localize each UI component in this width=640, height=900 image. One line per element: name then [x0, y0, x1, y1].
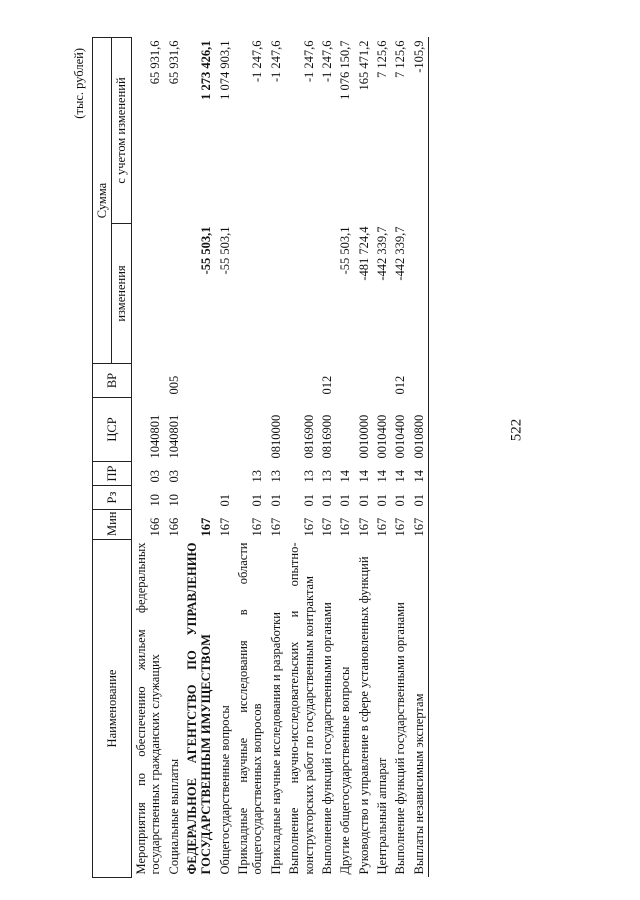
cell-vr — [267, 364, 285, 398]
table-row — [373, 38, 391, 878]
cell-changes: -442 339,7 — [393, 226, 408, 281]
cell-pr: 13 — [250, 470, 265, 483]
table-row — [183, 38, 216, 878]
cell-min: 167 — [375, 517, 389, 537]
cell-rz: 10 — [148, 494, 163, 507]
table-row — [336, 38, 354, 878]
cell-rz: 01 — [356, 494, 371, 507]
cell-min: 167 — [250, 517, 265, 537]
cell-csr — [216, 398, 234, 462]
cell-name: Руководство и управление в сфере установленных функций — [356, 556, 371, 875]
cell-csr: 0010000 — [356, 414, 371, 459]
rotated-table-sheet — [70, 38, 590, 878]
cell-name: Выполнение научно-исследовательских и опытно-конструкторских работ по государственным контрактам — [287, 542, 316, 875]
cell-name: Прикладные научные исследования и разработки — [268, 612, 283, 875]
table-body — [131, 38, 428, 878]
header-sum: Сумма — [93, 38, 112, 364]
table-row — [267, 38, 285, 878]
cell-changes: -442 339,7 — [375, 226, 389, 281]
table-row — [234, 38, 267, 878]
cell-min: 167 — [217, 517, 232, 537]
cell-min: 167 — [356, 517, 371, 537]
cell-rz: 01 — [393, 494, 408, 507]
page-number: 522 — [508, 418, 525, 442]
cell-rz: 01 — [301, 494, 316, 507]
cell-name: Мероприятия по обеспечению жильем федеральных государственных гражданских служащих — [133, 542, 163, 875]
cell-rz: 01 — [217, 494, 232, 507]
header-changes: изменения — [112, 224, 131, 364]
cell-with-changes: 165 471,2 — [356, 40, 371, 91]
units-caption: (тыс. рублей) — [72, 48, 86, 119]
cell-changes — [410, 224, 429, 364]
header-with-changes: с учетом изменений — [112, 38, 131, 224]
cell-vr — [410, 364, 429, 398]
cell-pr: 13 — [268, 470, 283, 483]
cell-pr: 14 — [356, 470, 371, 483]
cell-csr: 0010400 — [375, 414, 389, 459]
cell-min: 167 — [319, 517, 334, 537]
cell-vr — [336, 364, 354, 398]
cell-changes — [131, 224, 164, 364]
cell-vr — [183, 364, 216, 398]
cell-csr: 0816900 — [301, 414, 316, 459]
cell-vr — [373, 364, 391, 398]
cell-vr — [234, 364, 267, 398]
cell-pr — [216, 462, 234, 486]
header-csr: ЦСР — [93, 398, 132, 462]
cell-csr — [336, 398, 354, 462]
cell-min: 167 — [199, 517, 214, 537]
cell-with-changes: -105,9 — [410, 38, 429, 224]
cell-rz: 01 — [375, 494, 389, 507]
cell-min: 167 — [268, 517, 283, 537]
cell-csr: 1040801 — [148, 414, 163, 459]
cell-vr: 012 — [319, 375, 334, 395]
cell-changes — [318, 224, 336, 364]
cell-csr: 0810000 — [268, 414, 283, 459]
cell-vr: 005 — [166, 375, 181, 395]
cell-csr: 0010400 — [393, 414, 408, 459]
cell-rz — [183, 486, 216, 510]
cell-with-changes: -1 247,6 — [250, 40, 265, 83]
budget-table — [92, 37, 429, 878]
cell-pr: 14 — [410, 462, 429, 486]
cell-name: Социальные выплаты — [166, 758, 181, 875]
cell-min: 167 — [338, 517, 353, 537]
cell-changes: -55 503,1 — [217, 226, 232, 275]
cell-pr: 03 — [148, 470, 163, 483]
cell-rz: 10 — [166, 494, 181, 507]
cell-csr: 1040801 — [166, 414, 181, 459]
cell-csr: 0816900 — [319, 414, 334, 459]
cell-vr — [216, 364, 234, 398]
cell-name: Другие общегосударственные вопросы — [338, 666, 353, 875]
cell-with-changes: 1 074 903,1 — [217, 40, 232, 100]
cell-name: Центральный аппарат — [375, 757, 389, 875]
cell-changes — [285, 224, 318, 364]
cell-min: 167 — [393, 517, 408, 537]
cell-changes — [267, 224, 285, 364]
cell-changes: -481 724,4 — [356, 226, 371, 281]
cell-pr: 13 — [301, 470, 316, 483]
cell-min: 167 — [410, 510, 429, 540]
header-pr: ПР — [93, 462, 132, 486]
cell-name: Выполнение функций государственными органами — [319, 602, 334, 875]
cell-vr — [285, 364, 318, 398]
header-min: Мин — [93, 510, 132, 540]
table-row — [165, 38, 183, 878]
cell-with-changes: 7 125,6 — [375, 40, 389, 78]
cell-min: 166 — [148, 517, 163, 537]
table-row — [131, 38, 164, 878]
table-row — [216, 38, 234, 878]
cell-with-changes: 1 076 150,7 — [338, 40, 353, 100]
cell-vr — [355, 364, 373, 398]
table-header — [93, 38, 132, 878]
cell-with-changes: 65 931,6 — [148, 40, 163, 85]
table-row — [285, 38, 318, 878]
cell-pr: 14 — [375, 470, 389, 483]
cell-name: ФЕДЕРАЛЬНОЕ АГЕНТСТВО ПО УПРАВЛЕНИЮ ГОСУДАРСТВЕННЫМ ИМУЩЕСТВОМ — [184, 542, 214, 875]
cell-min: 167 — [301, 517, 316, 537]
table-row — [318, 38, 336, 878]
header-vr: ВР — [93, 364, 132, 398]
cell-with-changes: -1 247,6 — [319, 40, 334, 83]
cell-with-changes: 7 125,6 — [393, 40, 408, 78]
cell-changes: -55 503,1 — [199, 226, 214, 275]
cell-pr: 14 — [338, 470, 353, 483]
cell-vr: 012 — [393, 375, 408, 395]
cell-pr: 03 — [166, 470, 181, 483]
cell-csr: 0010800 — [410, 398, 429, 462]
cell-changes — [234, 224, 267, 364]
cell-with-changes: 1 273 426,1 — [199, 40, 214, 100]
table-row — [391, 38, 409, 878]
cell-rz: 01 — [319, 494, 334, 507]
header-rz: Рз — [93, 486, 132, 510]
cell-name: Выплаты независимым экспертам — [410, 540, 429, 878]
header-name: Наименование — [93, 540, 132, 878]
cell-name: Выполнение функций государственными органами — [393, 602, 408, 875]
cell-pr: 13 — [319, 470, 334, 483]
cell-pr: 14 — [393, 470, 408, 483]
cell-min: 166 — [166, 517, 181, 537]
cell-with-changes: -1 247,6 — [268, 40, 283, 83]
cell-name: Общегосударственные вопросы — [217, 705, 232, 875]
cell-rz: 01 — [338, 494, 353, 507]
cell-rz: 01 — [410, 486, 429, 510]
cell-vr — [131, 364, 164, 398]
cell-pr — [183, 462, 216, 486]
cell-with-changes: -1 247,6 — [301, 40, 316, 83]
cell-rz: 01 — [250, 494, 265, 507]
cell-rz: 01 — [268, 494, 283, 507]
table-row — [410, 38, 429, 878]
cell-changes — [165, 224, 183, 364]
table-row — [355, 38, 373, 878]
cell-with-changes: 65 931,6 — [166, 40, 181, 85]
cell-changes: -55 503,1 — [338, 226, 353, 275]
cell-csr — [234, 398, 267, 462]
cell-name: Прикладные научные исследования в области общегосударственных вопросов — [236, 542, 265, 875]
cell-csr — [183, 398, 216, 462]
